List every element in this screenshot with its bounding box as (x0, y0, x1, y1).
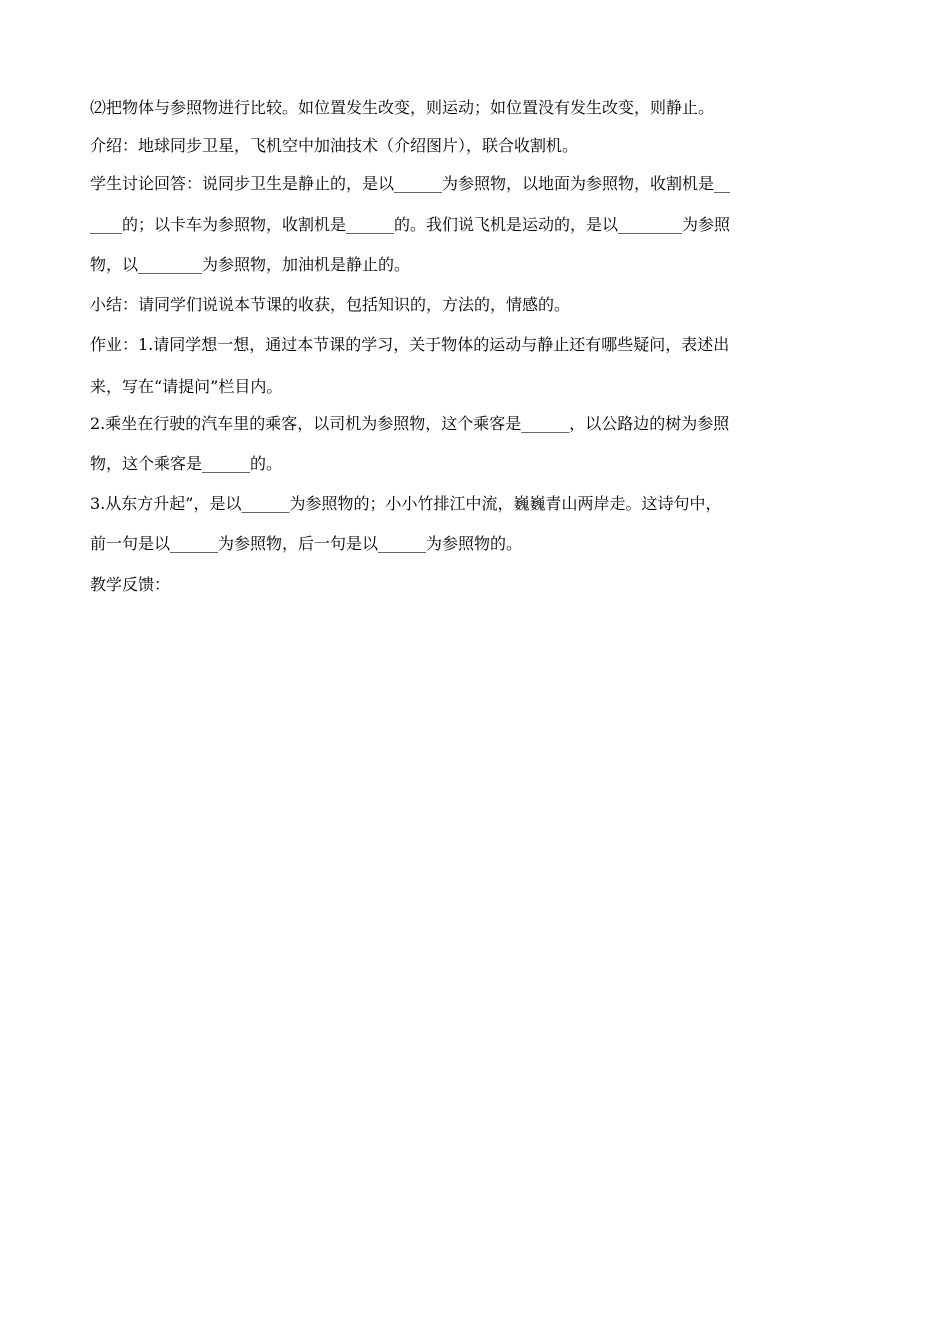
text-line-reference-comparison: ⑵把物体与参照物进行比较。如位置发生改变，则运动；如位置没有发生改变，则静止。 (90, 98, 715, 117)
text-line-summary: 小结：请同学们说说本节课的收获，包括知识的，方法的，情感的。 (90, 295, 571, 314)
text-line-discussion-1: 学生讨论回答：说同步卫生是静止的，是以______为参照物，以地面为参照物，收割机是__ (90, 174, 731, 193)
text-line-homework-1b: 来，写在“请提问”栏目内。 (90, 377, 283, 396)
document-page (90, 98, 865, 595)
text-line-discussion-2: ____的；以卡车为参照物，收割机是______的。我们说飞机是运动的，是以________为参照 (90, 215, 731, 234)
text-line-homework-2b: 物，这个乘客是______的。 (90, 454, 283, 473)
text-line-homework-2a: 2.乘坐在行驶的汽车里的乘客，以司机为参照物，这个乘客是______，以公路边的树为参照 (90, 414, 730, 433)
text-line-introduction: 介绍：地球同步卫星，飞机空中加油技术（介绍图片），联合收割机。 (90, 136, 579, 155)
text-line-homework-1a: 作业：1.请同学想一想，通过本节课的学习，关于物体的运动与静止还有哪些疑问，表述出 (90, 335, 730, 354)
text-line-teaching-feedback: 教学反馈： (90, 575, 171, 594)
text-line-discussion-3: 物，以________为参照物，加油机是静止的。 (90, 255, 411, 274)
text-line-homework-3b: 前一句是以______为参照物，后一句是以______为参照物的。 (90, 534, 523, 553)
text-line-homework-3a: 3.从东方升起”，是以______为参照物的；小小竹排江中流，巍巍青山两岸走。这诗句中， (90, 494, 722, 513)
